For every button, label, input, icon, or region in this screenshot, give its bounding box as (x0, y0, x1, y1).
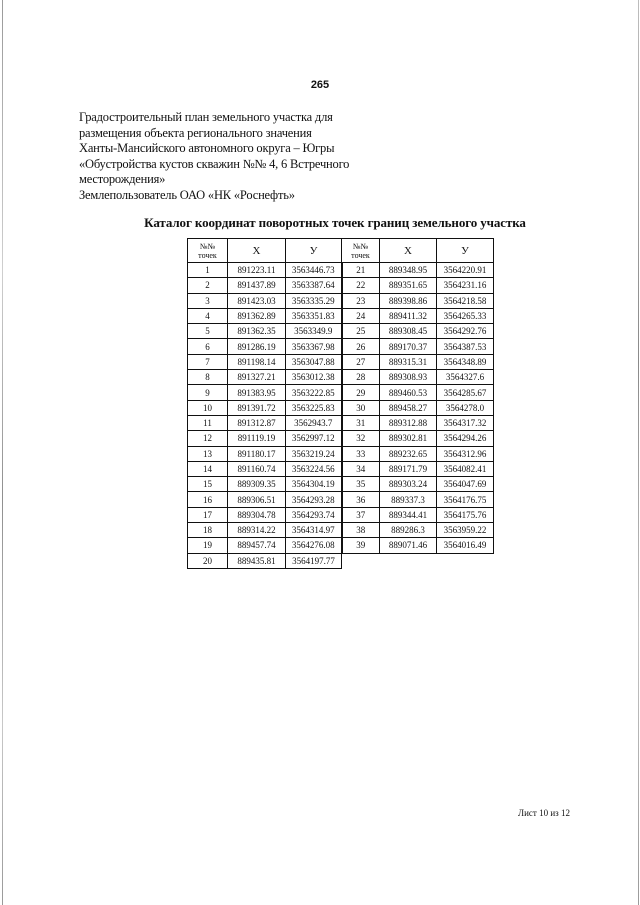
cell-y-coordinate: 3562943.7 (286, 415, 342, 430)
cell-point-number: 21 (342, 263, 380, 278)
cell-x-coordinate: 891362.35 (228, 324, 286, 339)
cell-x-coordinate: 889171.79 (380, 461, 437, 476)
cell-y-coordinate: 3563446.73 (286, 263, 342, 278)
cell-point-number: 12 (188, 431, 228, 446)
cell-x-coordinate: 891423.03 (228, 293, 286, 308)
table-row (188, 400, 494, 415)
cell-y-coordinate: 3564278.0 (437, 400, 494, 415)
cell-point-number: 18 (188, 523, 228, 538)
empty-cell (437, 553, 494, 568)
cell-y-coordinate: 3564293.74 (286, 507, 342, 522)
cell-y-coordinate: 3564304.19 (286, 477, 342, 492)
cell-y-coordinate: 3563225.83 (286, 400, 342, 415)
table-row (188, 278, 494, 293)
header-point-number (188, 239, 228, 263)
cell-point-number: 33 (342, 446, 380, 461)
cell-x-coordinate: 889312.88 (380, 415, 437, 430)
table-row (188, 415, 494, 430)
cell-y-coordinate: 3564285.67 (437, 385, 494, 400)
cell-x-coordinate: 889286.3 (380, 523, 437, 538)
cell-y-coordinate: 3564294.26 (437, 431, 494, 446)
header-num-label: точек (198, 250, 217, 260)
table-row (188, 354, 494, 369)
cell-point-number: 37 (342, 507, 380, 522)
cell-x-coordinate: 889411.32 (380, 308, 437, 323)
heading-line: размещения объекта регионального значения (79, 125, 312, 140)
cell-y-coordinate: 3564312.96 (437, 446, 494, 461)
cell-y-coordinate: 3563047.88 (286, 354, 342, 369)
cell-point-number: 25 (342, 324, 380, 339)
header-x: Х (228, 239, 286, 263)
cell-y-coordinate: 3563335.29 (286, 293, 342, 308)
cell-x-coordinate: 889308.93 (380, 370, 437, 385)
cell-y-coordinate: 3563387.64 (286, 278, 342, 293)
cell-point-number: 24 (342, 308, 380, 323)
cell-x-coordinate: 889398.86 (380, 293, 437, 308)
cell-x-coordinate: 889435.81 (228, 553, 286, 568)
cell-point-number: 35 (342, 477, 380, 492)
header-y: У (437, 239, 494, 263)
cell-y-coordinate: 3563349.9 (286, 324, 342, 339)
heading-line: Ханты-Мансийского автономного округа – Югры (79, 141, 335, 156)
page-edge-right (638, 0, 639, 905)
table-row (188, 538, 494, 553)
cell-y-coordinate: 3564175.76 (437, 507, 494, 522)
table-row (188, 308, 494, 323)
cell-point-number: 19 (188, 538, 228, 553)
table-title: Каталог координат поворотных точек границ земельного участка (144, 215, 526, 230)
page-number: 265 (310, 79, 330, 91)
cell-point-number: 20 (188, 553, 228, 568)
cell-x-coordinate: 889303.24 (380, 477, 437, 492)
cell-point-number: 16 (188, 492, 228, 507)
heading-line: Градостроительный план земельного участка для (79, 110, 333, 124)
cell-y-coordinate: 3564317.32 (437, 415, 494, 430)
cell-x-coordinate: 889308.45 (380, 324, 437, 339)
document-heading (79, 110, 379, 204)
cell-point-number: 27 (342, 354, 380, 369)
cell-point-number: 22 (342, 278, 380, 293)
cell-point-number: 8 (188, 370, 228, 385)
header-point-number (342, 239, 380, 263)
header-num-symbol: №№ (199, 241, 216, 251)
table-row (188, 461, 494, 476)
cell-y-coordinate: 3563222.85 (286, 385, 342, 400)
cell-point-number: 6 (188, 339, 228, 354)
cell-y-coordinate: 3564292.76 (437, 324, 494, 339)
table-row (188, 477, 494, 492)
cell-y-coordinate: 3564231.16 (437, 278, 494, 293)
cell-x-coordinate: 891312.87 (228, 415, 286, 430)
cell-point-number: 30 (342, 400, 380, 415)
cell-y-coordinate: 3564348.89 (437, 354, 494, 369)
cell-point-number: 2 (188, 278, 228, 293)
cell-x-coordinate: 891180.17 (228, 446, 286, 461)
cell-point-number: 14 (188, 461, 228, 476)
heading-line: Землепользователь ОАО «НК «Роснефть» (79, 187, 295, 202)
cell-point-number: 34 (342, 461, 380, 476)
cell-y-coordinate: 3563219.24 (286, 446, 342, 461)
header-num-symbol: №№ (352, 241, 369, 251)
table-row (188, 263, 494, 278)
cell-y-coordinate: 3563367.98 (286, 339, 342, 354)
page-edge-left (2, 0, 3, 905)
cell-x-coordinate: 891437.89 (228, 278, 286, 293)
cell-x-coordinate: 889457.74 (228, 538, 286, 553)
coordinates-body (188, 263, 494, 569)
cell-x-coordinate: 891223.11 (228, 263, 286, 278)
table-header-row (188, 239, 494, 263)
cell-y-coordinate: 3564327.6 (437, 370, 494, 385)
cell-x-coordinate: 889315.31 (380, 354, 437, 369)
cell-point-number: 23 (342, 293, 380, 308)
cell-point-number: 13 (188, 446, 228, 461)
cell-x-coordinate: 889344.41 (380, 507, 437, 522)
cell-point-number: 10 (188, 400, 228, 415)
cell-x-coordinate: 891286.19 (228, 339, 286, 354)
cell-y-coordinate: 3564387.53 (437, 339, 494, 354)
cell-x-coordinate: 889351.65 (380, 278, 437, 293)
heading-line: «Обустройства кустов скважин №№ 4, 6 Встречного (79, 156, 350, 171)
header-y: У (286, 239, 342, 263)
cell-x-coordinate: 889232.65 (380, 446, 437, 461)
table-row (188, 553, 494, 568)
cell-point-number: 32 (342, 431, 380, 446)
coordinates-table (187, 238, 494, 569)
header-num-label: точек (351, 250, 370, 260)
cell-y-coordinate: 3564047.69 (437, 477, 494, 492)
cell-x-coordinate: 891362.89 (228, 308, 286, 323)
cell-point-number: 5 (188, 324, 228, 339)
cell-y-coordinate: 3564176.75 (437, 492, 494, 507)
empty-cell (380, 553, 437, 568)
cell-y-coordinate: 3562997.12 (286, 431, 342, 446)
table-row (188, 385, 494, 400)
cell-y-coordinate: 3564265.33 (437, 308, 494, 323)
cell-x-coordinate: 889337.3 (380, 492, 437, 507)
cell-point-number: 28 (342, 370, 380, 385)
table-row (188, 339, 494, 354)
table-row (188, 293, 494, 308)
cell-x-coordinate: 889302.81 (380, 431, 437, 446)
cell-x-coordinate: 891198.14 (228, 354, 286, 369)
cell-y-coordinate: 3564016.49 (437, 538, 494, 553)
cell-point-number: 7 (188, 354, 228, 369)
table-row (188, 370, 494, 385)
cell-y-coordinate: 3564218.58 (437, 293, 494, 308)
cell-point-number: 17 (188, 507, 228, 522)
cell-point-number: 26 (342, 339, 380, 354)
cell-x-coordinate: 889304.78 (228, 507, 286, 522)
table-row (188, 431, 494, 446)
cell-point-number: 3 (188, 293, 228, 308)
cell-y-coordinate: 3564220.91 (437, 263, 494, 278)
cell-point-number: 36 (342, 492, 380, 507)
cell-y-coordinate: 3564197.77 (286, 553, 342, 568)
cell-y-coordinate: 3563224.56 (286, 461, 342, 476)
cell-x-coordinate: 889306.51 (228, 492, 286, 507)
cell-y-coordinate: 3563351.83 (286, 308, 342, 323)
cell-point-number: 9 (188, 385, 228, 400)
table-row (188, 324, 494, 339)
cell-x-coordinate: 889309.35 (228, 477, 286, 492)
table-row (188, 507, 494, 522)
cell-point-number: 31 (342, 415, 380, 430)
cell-y-coordinate: 3563012.38 (286, 370, 342, 385)
cell-x-coordinate: 889460.53 (380, 385, 437, 400)
cell-x-coordinate: 889314.22 (228, 523, 286, 538)
cell-y-coordinate: 3564082.41 (437, 461, 494, 476)
cell-x-coordinate: 891119.19 (228, 431, 286, 446)
header-x: Х (380, 239, 437, 263)
cell-x-coordinate: 891391.72 (228, 400, 286, 415)
cell-x-coordinate: 889071.46 (380, 538, 437, 553)
cell-y-coordinate: 3564314.97 (286, 523, 342, 538)
cell-x-coordinate: 889348.95 (380, 263, 437, 278)
sheet-footer: Лист 10 из 12 (518, 808, 570, 818)
cell-point-number: 1 (188, 263, 228, 278)
cell-x-coordinate: 891160.74 (228, 461, 286, 476)
cell-y-coordinate: 3564276.08 (286, 538, 342, 553)
table-row (188, 492, 494, 507)
cell-x-coordinate: 891327.21 (228, 370, 286, 385)
cell-point-number: 38 (342, 523, 380, 538)
cell-point-number: 39 (342, 538, 380, 553)
cell-x-coordinate: 891383.95 (228, 385, 286, 400)
cell-point-number: 11 (188, 415, 228, 430)
empty-cell (342, 553, 380, 568)
cell-x-coordinate: 889170.37 (380, 339, 437, 354)
cell-x-coordinate: 889458.27 (380, 400, 437, 415)
cell-y-coordinate: 3563959.22 (437, 523, 494, 538)
table-row (188, 523, 494, 538)
cell-y-coordinate: 3564293.28 (286, 492, 342, 507)
table-row (188, 446, 494, 461)
cell-point-number: 4 (188, 308, 228, 323)
cell-point-number: 15 (188, 477, 228, 492)
heading-line: месторождения» (79, 172, 166, 187)
cell-point-number: 29 (342, 385, 380, 400)
